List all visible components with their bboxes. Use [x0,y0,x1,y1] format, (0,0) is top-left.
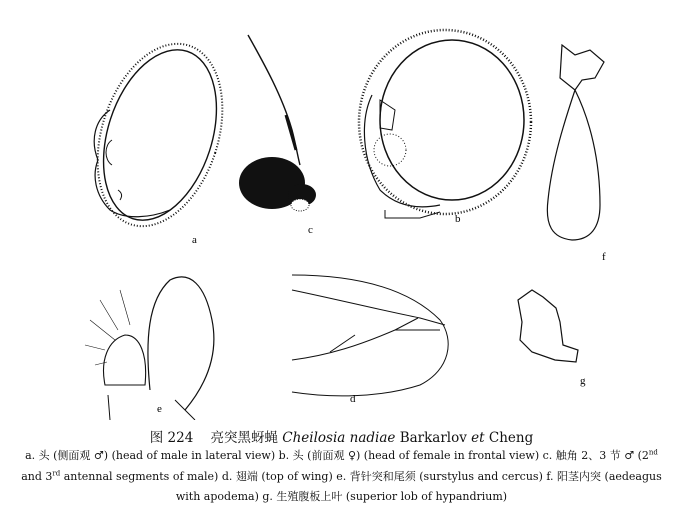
caption-line-3 [0,490,683,504]
species-author-et: et [471,430,485,446]
species-author-1: Barkarlov [399,430,467,446]
caption-line-2-sup: rd [52,469,61,478]
panel-label-d: d [350,393,356,405]
illustration-g-hypandrium-lobe [518,290,578,362]
illustration-b-female-head-frontal [359,30,531,218]
panel-label-b: b [455,213,461,225]
caption-line-1-text: a. 头 (侧面观 ♂) (head of male in lateral view) b. 头 (前面观 ♀) (head of female in frontal view) c. 触角 2、3 节 ♂ (2 [25,449,649,462]
species-chinese-name: 亮突黑蚜蝇 [210,430,278,446]
caption-line-2 [0,470,683,484]
figure-caption-title [0,426,683,446]
panel-label-a: a [192,234,197,246]
figure-number: 图 224 [149,430,194,446]
panel-label-c: c [308,224,313,236]
caption-line-1-sup: nd [648,448,658,457]
caption-line-1 [0,449,683,463]
illustration-d-wing-tip [292,275,448,396]
caption-line-3-text: with apodema) g. 生殖腹板上叶 (superior lob of hypandrium) [175,490,508,503]
species-latin-name: Cheilosia nadiae [282,430,396,446]
caption-line-2-text-b: antennal segments of male) d. 翅端 (top of wing) e. 背针突和尾须 (surstylus and cercus) f. 阳茎内突 (aedeagus [60,470,662,483]
panel-label-g: g [580,375,586,387]
illustration-c-antenna [239,35,316,211]
illustration-a-male-head-lateral [76,28,244,243]
species-author-2: Cheng [488,430,534,446]
panel-label-f: f [602,251,606,263]
illustration-e-surstylus-cercus [85,277,214,420]
caption-line-2-text-a: and 3 [21,470,53,483]
illustration-f-aedeagus [547,45,604,240]
panel-label-e: e [157,403,162,415]
